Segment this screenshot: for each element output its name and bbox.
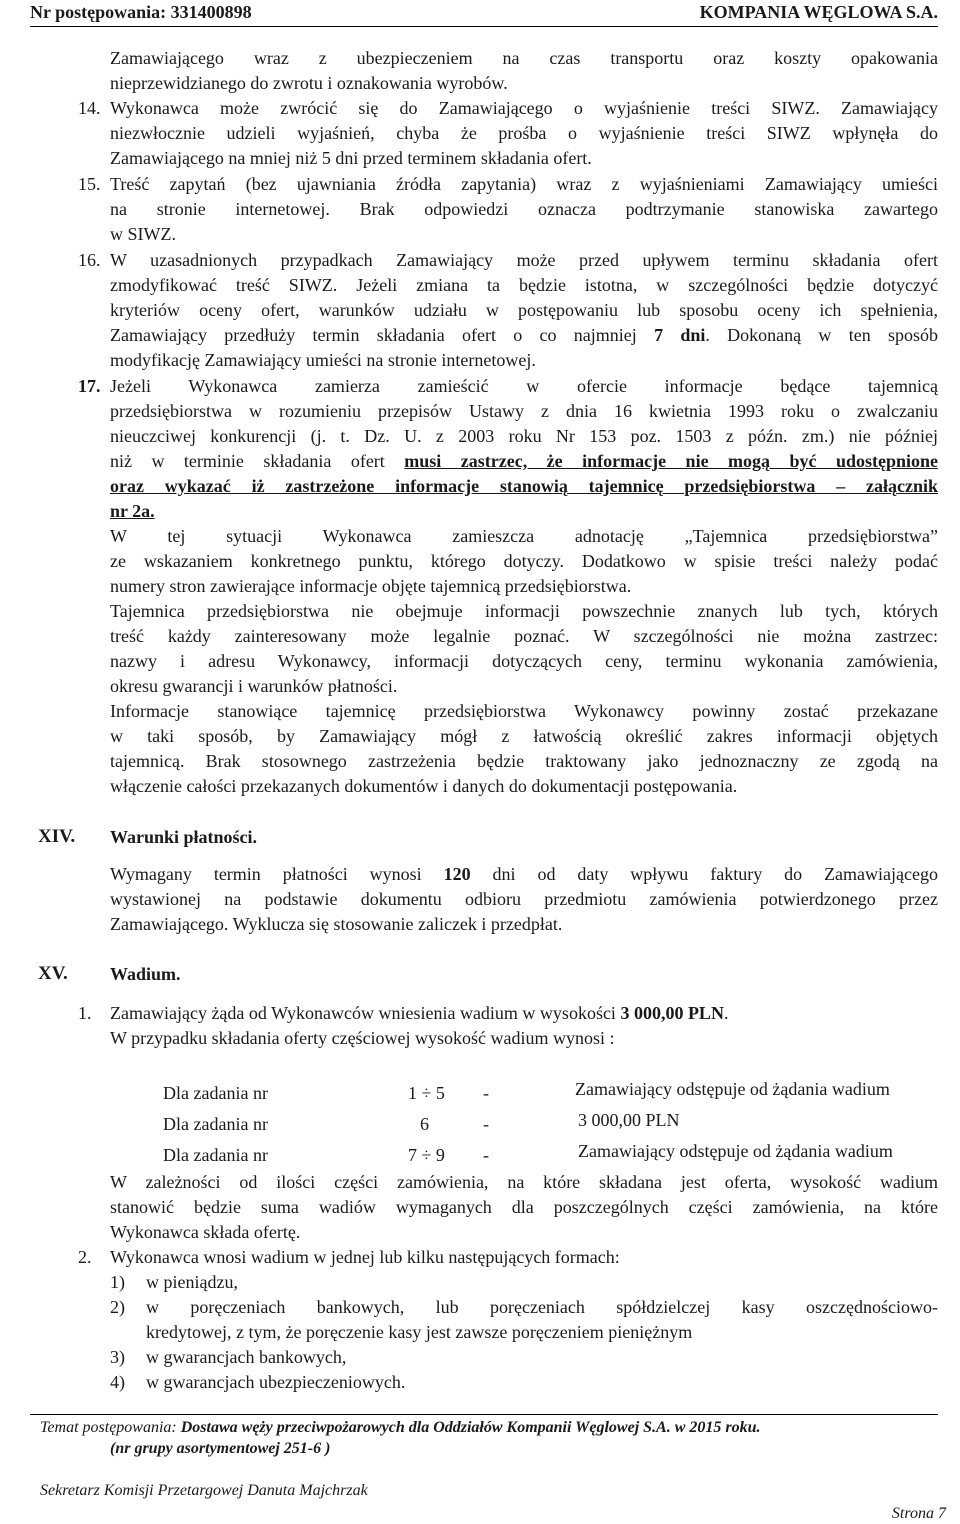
- row-value: 3 000,00 PLN: [578, 1110, 680, 1130]
- item-17-line-1: Jeżeli Wykonawca zamierza zamieścić w ofercie informacje będące tajemnicą: [110, 376, 938, 396]
- item-17-para3-line-1: Tajemnica przedsiębiorstwa nie obejmuje informacji powszechnie znanych lub tych, których: [110, 601, 938, 621]
- item-15-line-1: Treść zapytań (bez ujawniania źródła zapytania) wraz z wyjaśnieniami Zamawiający umieści: [110, 174, 938, 194]
- row-label: Dla zadania nr: [163, 1145, 268, 1165]
- item-17-para2-line-1: W tej sytuacji Wykonawca zamieszcza adnotację „Tajemnica przedsiębiorstwa”: [110, 526, 938, 546]
- wadium-item-2-line: Wykonawca wnosi wadium w jednej lub kilku następujących formach:: [110, 1247, 620, 1267]
- payment-line-2: wystawionej na podstawie dokumentu odbioru przedmiotu zamówienia potwierdzonego przez: [110, 889, 938, 909]
- wadium-after-line-1: W zależności od ilości części zamówienia, na które składana jest oferta, wysokość wadium: [110, 1172, 938, 1192]
- row-value: Zamawiający odstępuje od żądania wadium: [575, 1079, 890, 1099]
- item-17-line-6: nr 2a.: [110, 501, 155, 521]
- wadium-item-1-line-2: W przypadku składania oferty częściowej wysokość wadium wynosi :: [110, 1028, 615, 1048]
- item-17-number: 17.: [78, 376, 101, 396]
- item-17-line-3: nieuczciwej konkurencji (j. t. Dz. U. z 2003 roku Nr 153 poz. 1503 z późn. zm.) nie później: [110, 426, 938, 446]
- company-name: KOMPANIA WĘGLOWA S.A.: [699, 2, 938, 22]
- row-range: 7 ÷ 9: [408, 1145, 445, 1165]
- item-14-line-2: niezwłocznie udzieli wyjaśnień, chyba że prośba o wyjaśnienie treści SIWZ wpłynęła do: [110, 123, 938, 143]
- wadium-after-line-2: stanowić będzie suma wadiów wymaganych dla poszczególnych części zamówienia, na które: [110, 1197, 938, 1217]
- row-value: Zamawiający odstępuje od żądania wadium: [578, 1141, 893, 1161]
- row-label: Dla zadania nr: [163, 1114, 268, 1134]
- payment-line-1: Wymagany termin płatności wynosi 120 dni od daty wpływu faktury do Zamawiającego: [110, 864, 938, 884]
- item-16-line-4: Zamawiający przedłuży termin składania ofert o co najmniej 7 dni. Dokonaną w ten sposób: [110, 325, 938, 345]
- item-14-line-1: Wykonawca może zwrócić się do Zamawiającego o wyjaśnienie treści SIWZ. Zamawiający: [110, 98, 938, 118]
- page-number: Strona 7: [891, 1505, 946, 1522]
- row-dash: -: [483, 1145, 489, 1165]
- item-14-number: 14.: [78, 98, 101, 118]
- item-17-para4-line-1: Informacje stanowiące tajemnicę przedsiębiorstwa Wykonawcy powinny zostać przekazane: [110, 701, 938, 721]
- item-16-number: 16.: [78, 250, 101, 270]
- item-17-para4-line-2: w taki sposób, by Zamawiający mógł z łatwością określić zakres informacji objętych: [110, 726, 938, 746]
- row-range: 1 ÷ 5: [408, 1083, 445, 1103]
- item-15-line-2: na stronie internetowej. Brak odpowiedzi oznacza podtrzymanie stanowiska zawartego: [110, 199, 938, 219]
- item-17-para2-line-2: ze wskazaniem konkretnego punktu, którego dotyczy. Dodatkowo w spisie treści należy podać: [110, 551, 938, 571]
- wadium-after-line-3: Wykonawca składa ofertę.: [110, 1222, 301, 1242]
- footer-divider: [30, 1414, 938, 1415]
- continuation-line-2: nieprzewidzianego do zwrotu i oznakowania wyrobów.: [110, 73, 508, 93]
- item-17-para2-line-3: numery stron zawierające informacje objęte tajemnicą przedsiębiorstwa.: [110, 576, 632, 596]
- row-range: 6: [420, 1114, 429, 1134]
- item-17-line-4: niż w terminie składania ofert musi zastrzec, że informacje nie mogą być udostępnione: [110, 451, 938, 471]
- item-15-line-3: w SIWZ.: [110, 224, 176, 244]
- continuation-line-1: Zamawiającego wraz z ubezpieczeniem na czas transportu oraz koszty opakowania: [110, 48, 938, 68]
- wadium-item-1-line-1: Zamawiający żąda od Wykonawców wniesienia wadium w wysokości 3 000,00 PLN.: [110, 1003, 729, 1023]
- form-4-number: 4): [110, 1372, 125, 1392]
- item-14-line-3: Zamawiającego na mniej niż 5 dni przed terminem składania ofert.: [110, 148, 592, 168]
- item-17-para3-line-3: nazwy i adresu Wykonawcy, informacji dotyczących ceny, terminu wykonania zamówienia,: [110, 651, 938, 671]
- row-dash: -: [483, 1083, 489, 1103]
- footer-group: (nr grupy asortymentowej 251-6 ): [110, 1440, 331, 1457]
- footer-topic: Temat postępowania: Dostawa węży przeciwpożarowych dla Oddziałów Kompanii Węglowej S.A. w 2015 roku.: [40, 1419, 761, 1436]
- section-xiv-number: XIV.: [38, 826, 76, 847]
- footer-secretary: Sekretarz Komisji Przetargowej Danuta Majchrzak: [40, 1482, 368, 1499]
- wadium-item-2-number: 2.: [78, 1247, 92, 1267]
- item-17-line-5: oraz wykazać iż zastrzeżone informacje stanowią tajemnicę przedsiębiorstwa – załącznik: [110, 476, 938, 496]
- item-16-line-3: kryteriów oceny ofert, warunków udziału w postępowaniu lub sposobu oceny ich spełnienia,: [110, 300, 938, 320]
- form-3-number: 3): [110, 1347, 125, 1367]
- row-dash: -: [483, 1114, 489, 1134]
- row-label: Dla zadania nr: [163, 1083, 268, 1103]
- item-15-number: 15.: [78, 174, 101, 194]
- item-17-para4-line-3: tajemnicą. Brak stosownego zastrzeżenia będzie traktowany jako jednoznaczny ze zgodą na: [110, 751, 938, 771]
- form-4-text: w gwarancjach ubezpieczeniowych.: [146, 1372, 406, 1392]
- item-17-para3-line-4: okresu gwarancji i warunków płatności.: [110, 676, 398, 696]
- payment-line-3: Zamawiającego. Wyklucza się stosowanie zaliczek i przedpłat.: [110, 914, 563, 934]
- item-16-line-5: modyfikację Zamawiający umieści na stronie internetowej.: [110, 350, 536, 370]
- item-17-para3-line-2: treść każdy zainteresowany może legalnie poznać. W szczególności nie można zastrzec:: [110, 626, 938, 646]
- section-xv-number: XV.: [38, 963, 68, 984]
- section-xiv-title: Warunki płatności.: [110, 827, 258, 847]
- header-divider: [30, 26, 938, 27]
- form-1-text: w pieniądzu,: [146, 1272, 238, 1292]
- form-2-number: 2): [110, 1297, 125, 1317]
- form-3-text: w gwarancjach bankowych,: [146, 1347, 347, 1367]
- item-16-line-1: W uzasadnionych przypadkach Zamawiający może przed upływem terminu składania ofert: [110, 250, 938, 270]
- section-xv-title: Wadium.: [110, 964, 181, 984]
- form-2-text-cont: kredytowej, z tym, że poręczenie kasy jest zawsze poręczeniem pieniężnym: [146, 1322, 693, 1342]
- form-1-number: 1): [110, 1272, 125, 1292]
- proceeding-number: Nr postępowania: 331400898: [30, 2, 252, 22]
- item-17-line-2: przedsiębiorstwa w rozumieniu przepisów Ustawy z dnia 16 kwietnia 1993 roku o zwalczaniu: [110, 401, 938, 421]
- wadium-item-1-number: 1.: [78, 1003, 92, 1023]
- item-17-para4-line-4: włączenie całości przekazanych dokumentów i danych do dokumentacji postępowania.: [110, 776, 738, 796]
- item-16-line-2: zmodyfikować treść SIWZ. Jeżeli zmiana ta będzie istotna, w szczególności będzie dotyczyć: [110, 275, 938, 295]
- form-2-text: w poręczeniach bankowych, lub poręczeniach spółdzielczej kasy oszczędnościowo-: [146, 1297, 938, 1317]
